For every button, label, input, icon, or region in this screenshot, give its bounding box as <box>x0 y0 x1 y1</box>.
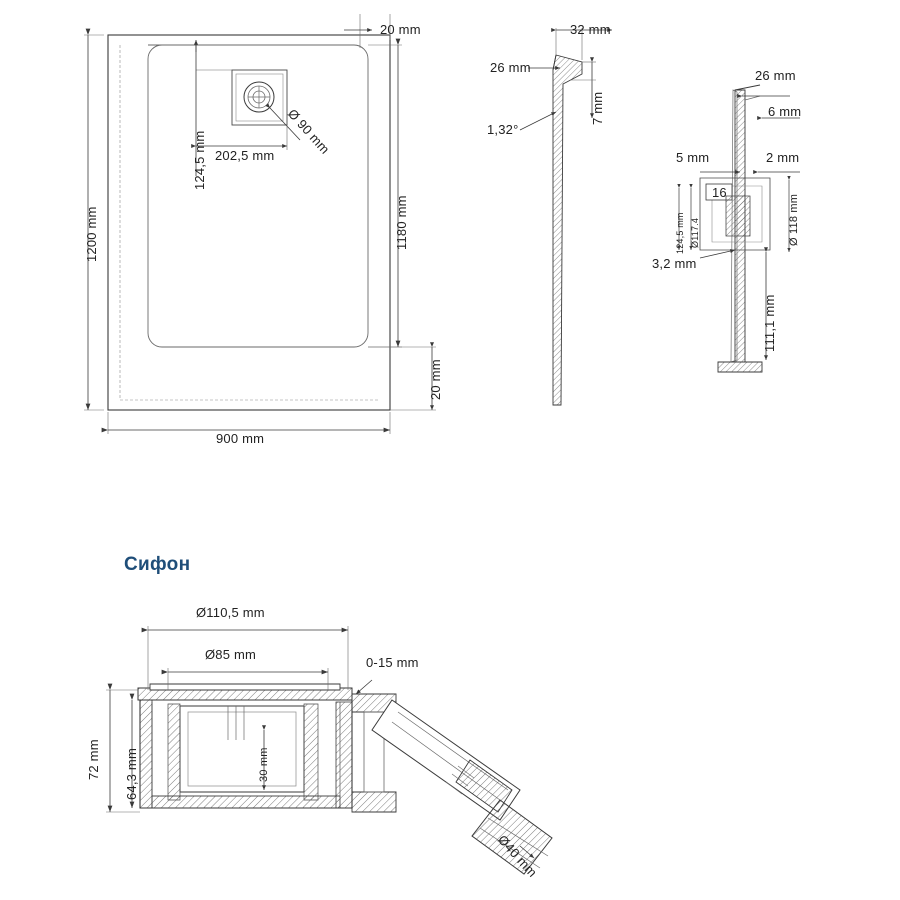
tray-top-view-geometry <box>84 14 436 434</box>
label-siphon-inner-30: 30 mm <box>258 747 270 782</box>
label-siphon-diameter-40: Ø40 mm <box>494 832 541 880</box>
label-siphon-height-72: 72 mm <box>86 739 101 780</box>
label-height-1200: 1200 mm <box>84 206 99 262</box>
label-drain-124-5: 124,5 mm <box>192 130 207 190</box>
label-detail-diameter-118: Ø 118 mm <box>788 193 800 246</box>
label-bottom-offset-20: 20 mm <box>428 359 443 400</box>
label-siphon-diameter-110-5: Ø110,5 mm <box>196 605 265 620</box>
label-detail-111-1: 111,1 mm <box>762 294 777 352</box>
label-detail-124-5: 124,5 mm <box>675 212 685 254</box>
label-detail-right-2: 2 mm <box>766 150 800 165</box>
tray-side-view-geometry <box>520 28 612 405</box>
label-drain-202-5: 202,5 mm <box>215 148 275 163</box>
label-side-thickness-7: 7 mm <box>590 91 605 125</box>
label-width-900: 900 mm <box>216 431 265 446</box>
label-detail-box-16: 16 <box>712 185 727 200</box>
label-siphon-diameter-85: Ø85 mm <box>205 647 257 662</box>
label-side-angle: 1,32° <box>487 122 519 137</box>
label-detail-top-26: 26 mm <box>755 68 796 83</box>
siphon-geometry <box>106 626 552 874</box>
label-detail-diameter-117-4: Ø117.4 <box>690 217 700 248</box>
label-siphon-height-64-3: 64,3 mm <box>124 748 139 800</box>
label-detail-left-5: 5 mm <box>676 150 710 165</box>
label-side-height-26: 26 mm <box>490 60 531 75</box>
label-siphon-range-0-15: 0-15 mm <box>366 655 419 670</box>
label-top-offset-20: 20 mm <box>380 22 421 37</box>
label-drain-diameter-90: Ø 90 mm <box>284 106 333 157</box>
siphon-section-title: Сифон <box>124 554 191 575</box>
label-inner-height-1180: 1180 mm <box>394 195 409 250</box>
label-detail-3-2: 3,2 mm <box>652 256 697 271</box>
label-detail-right-6: 6 mm <box>768 104 802 119</box>
label-side-width-32: 32 mm <box>570 22 611 37</box>
